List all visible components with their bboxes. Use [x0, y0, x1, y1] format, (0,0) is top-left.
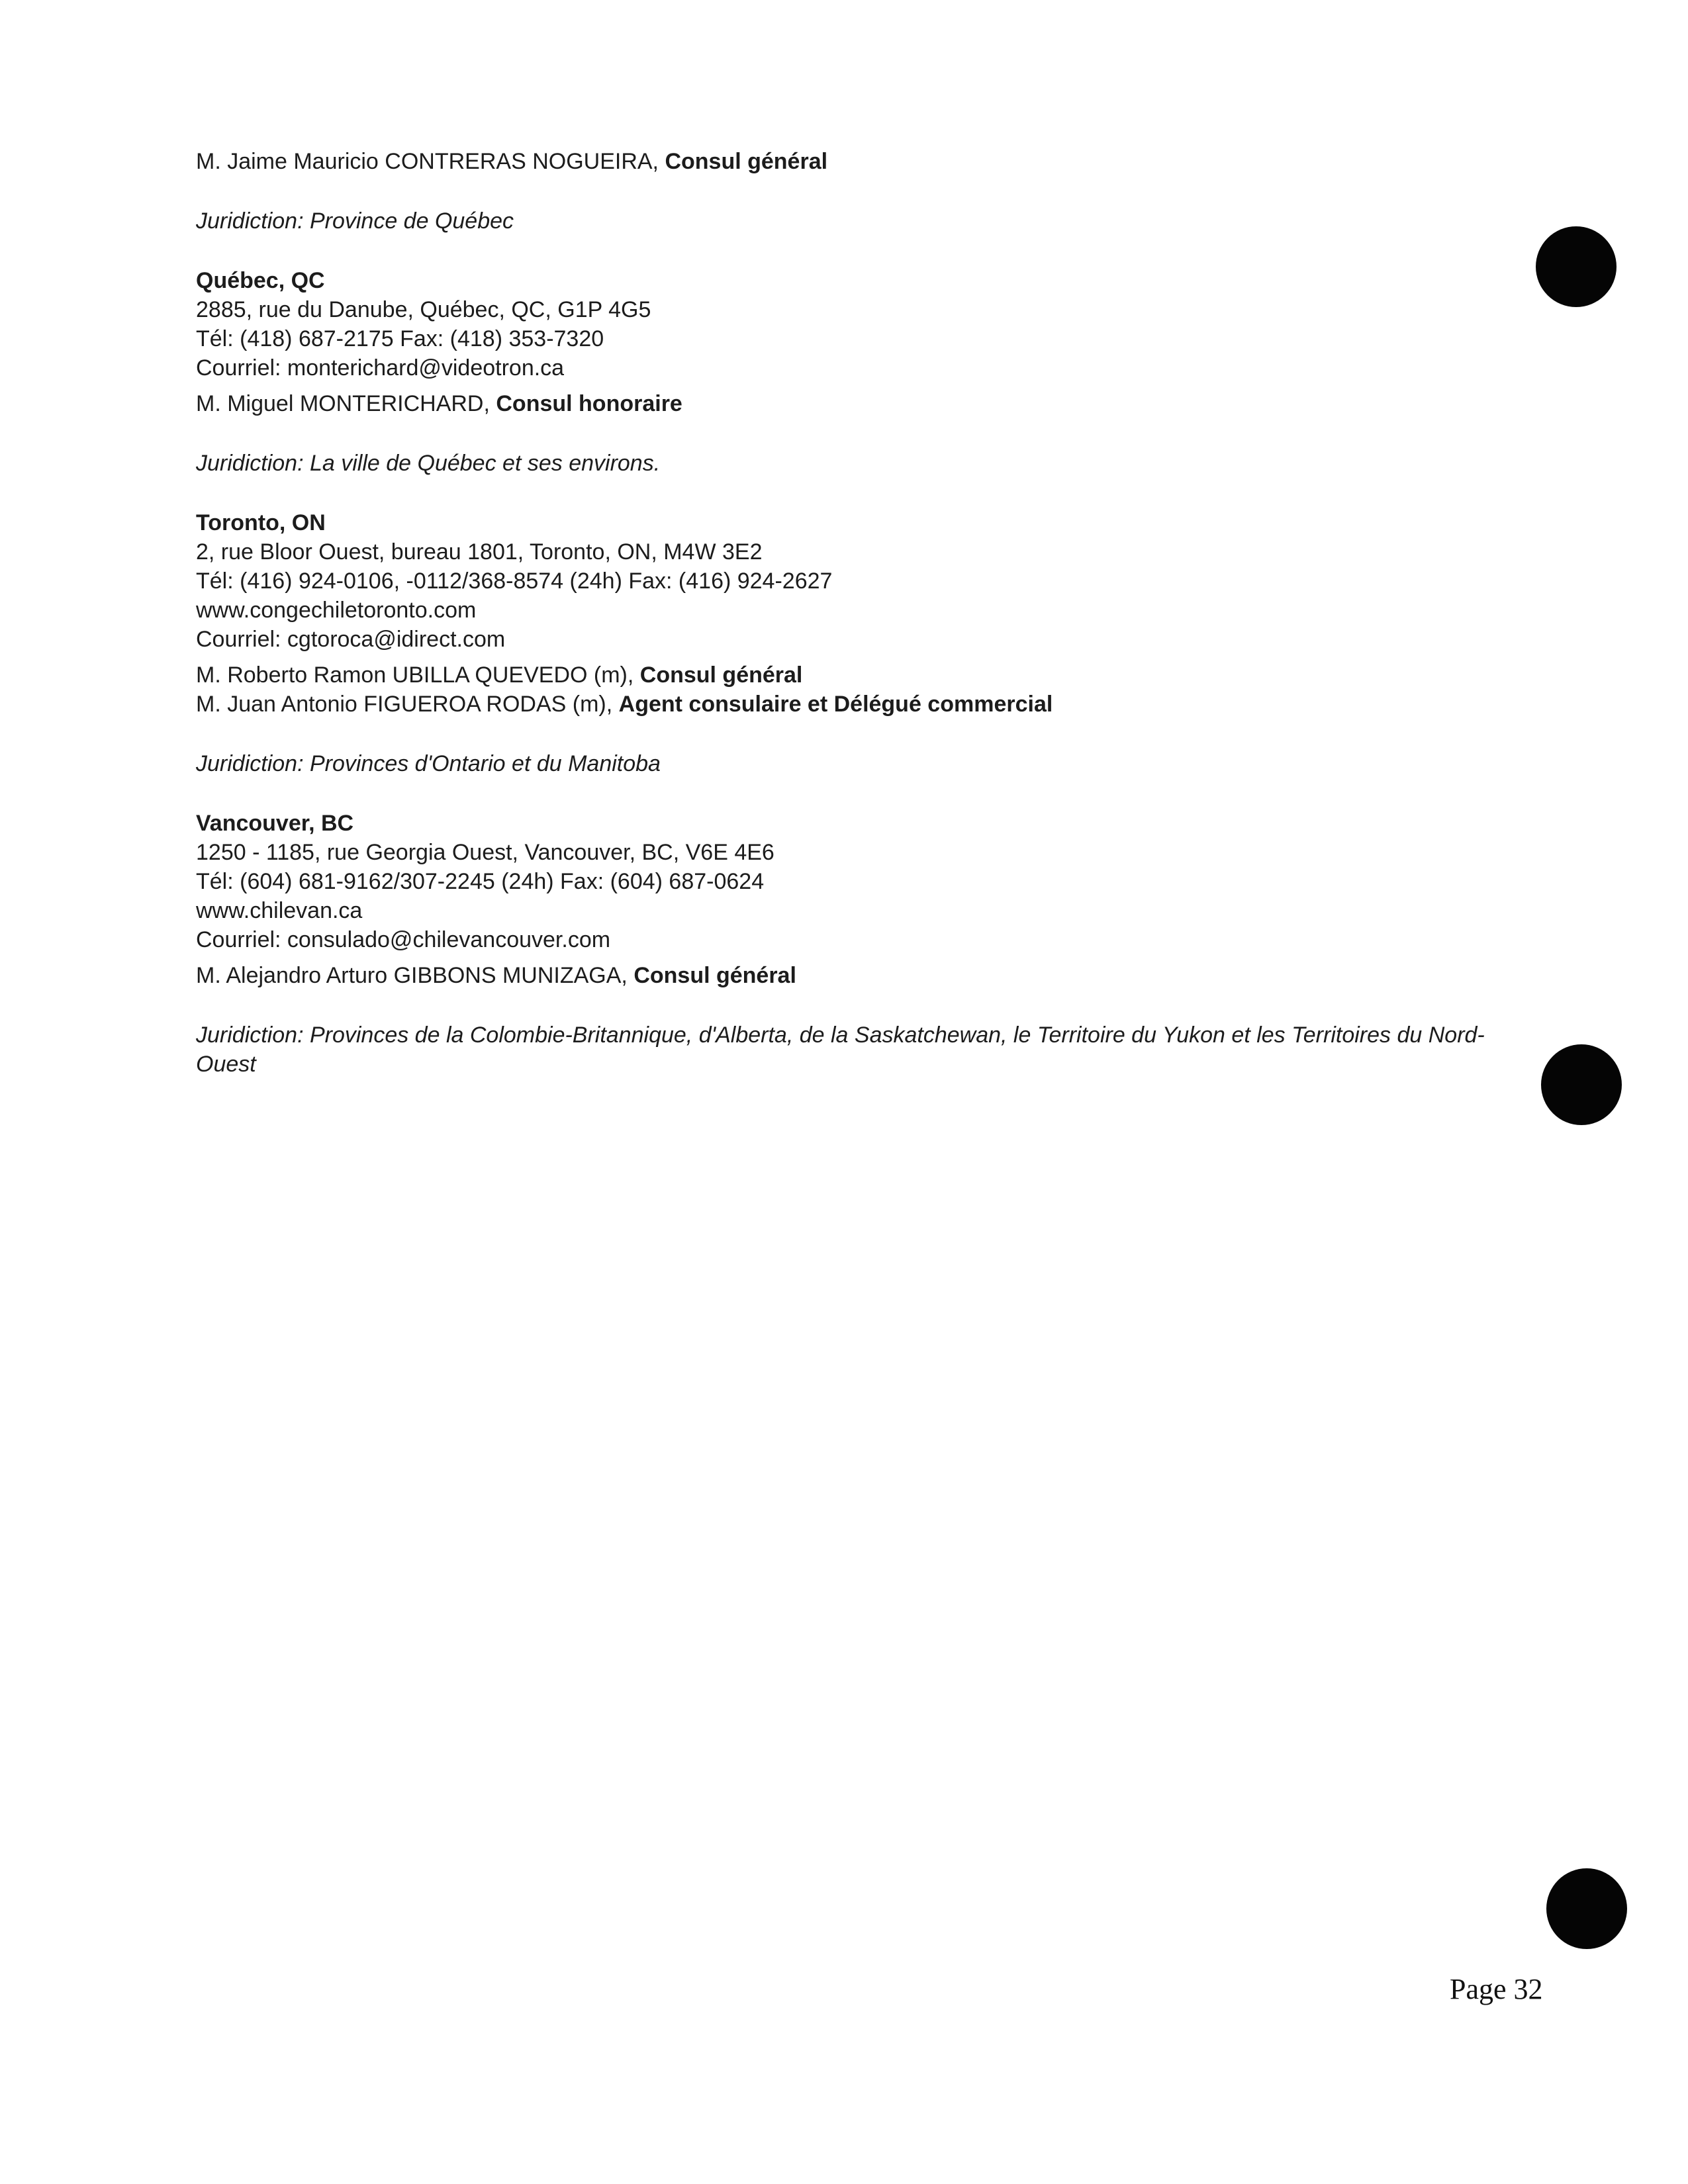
official-title: Consul honoraire [496, 391, 682, 416]
official-title: Consul général [639, 662, 803, 688]
official-title: Agent consulaire et Délégué commercial [618, 692, 1053, 717]
punch-hole-middle [1541, 1044, 1622, 1125]
official-line [196, 389, 1520, 418]
address-text: 2885, rue du Danube, Québec, QC, G1P 4G5 [196, 297, 651, 322]
official-name: M. Roberto Ramon UBILLA QUEVEDO (m), [196, 662, 640, 688]
email-text: Courriel: consulado@chilevancouver.com [196, 927, 611, 952]
official-title: Consul général [633, 963, 796, 988]
email-text: Courriel: cgtoroca@idirect.com [196, 627, 506, 652]
punch-hole-top [1536, 226, 1617, 307]
page-number: Page 32 [1450, 1973, 1543, 2005]
phone-text: Tél: (416) 924-0106, -0112/368-8574 (24h) Fax: (416) 924-2627 [196, 569, 833, 594]
website-link[interactable]: www.chilevan.ca [196, 898, 363, 923]
city-heading: Vancouver, BC [196, 811, 354, 836]
official-name: M. Juan Antonio FIGUEROA RODAS (m), [196, 692, 619, 717]
consulate-block-vancouver [196, 809, 1520, 1079]
consulate-listing [196, 147, 1520, 1079]
consulate-block-quebec [196, 266, 1520, 478]
official-line [196, 690, 1520, 719]
official-name: M. Alejandro Arturo GIBBONS MUNIZAGA, [196, 963, 634, 988]
official-name: M. Jaime Mauricio CONTRERAS NOGUEIRA, [196, 149, 665, 174]
punch-hole-bottom [1546, 1868, 1627, 1949]
phone-text: Tél: (604) 681-9162/307-2245 (24h) Fax: (604) 687-0624 [196, 869, 765, 894]
website-link[interactable]: www.congechiletoronto.com [196, 598, 477, 623]
official-line [196, 660, 1520, 690]
official-name: M. Miguel MONTERICHARD, [196, 391, 496, 416]
address-text: 2, rue Bloor Ouest, bureau 1801, Toronto, ON, M4W 3E2 [196, 539, 763, 565]
jurisdiction-text: Juridiction: Province de Québec [196, 208, 514, 234]
consulate-block-toronto [196, 508, 1520, 778]
address-text: 1250 - 1185, rue Georgia Ouest, Vancouver, BC, V6E 4E6 [196, 840, 774, 865]
city-heading: Québec, QC [196, 268, 325, 293]
official-line [196, 147, 1520, 176]
jurisdiction-text: Juridiction: Provinces d'Ontario et du Manitoba [196, 751, 661, 776]
city-heading: Toronto, ON [196, 510, 326, 535]
jurisdiction-text: Juridiction: La ville de Québec et ses environs. [196, 451, 661, 476]
phone-text: Tél: (418) 687-2175 Fax: (418) 353-7320 [196, 326, 604, 351]
jurisdiction-text: Juridiction: Provinces de la Colombie-Britannique, d'Alberta, de la Saskatchewan, le Territoire du Yukon et les Territoires du Nord-Ouest [196, 1023, 1485, 1077]
email-text: Courriel: monterichard@videotron.ca [196, 355, 565, 381]
official-title: Consul général [665, 149, 828, 174]
official-line [196, 961, 1520, 990]
